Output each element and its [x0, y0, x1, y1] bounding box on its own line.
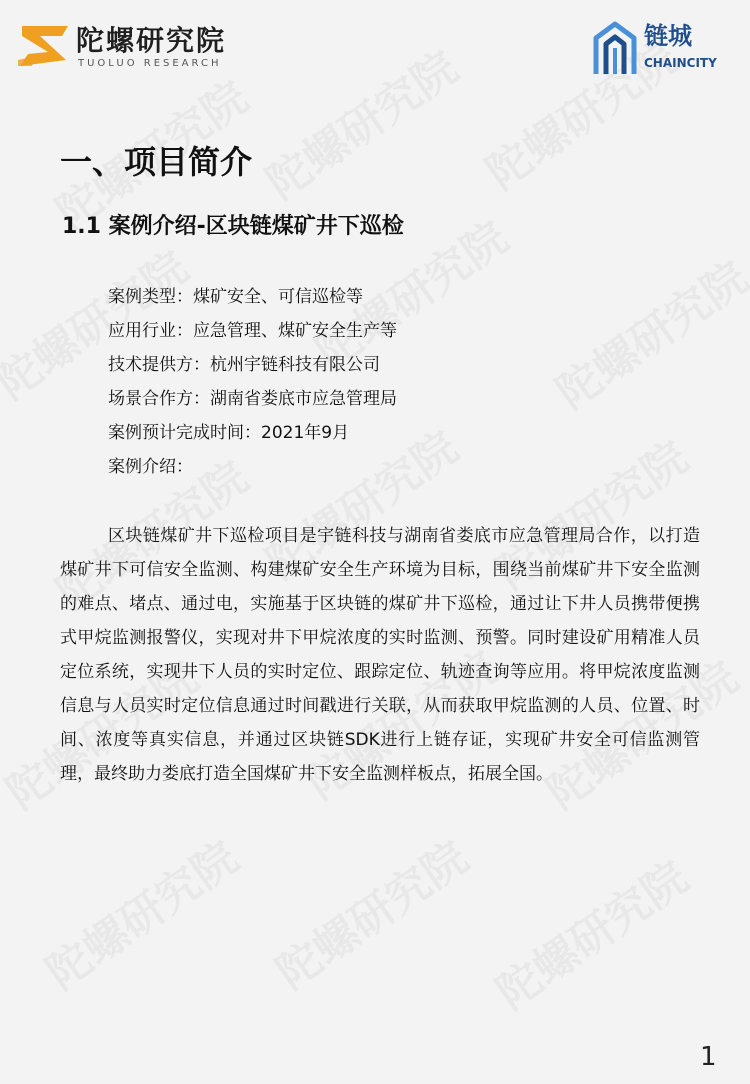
building-icon [592, 20, 638, 76]
meta-completion-time: 案例预计完成时间：2021年9月 [108, 423, 350, 443]
watermark [482, 843, 699, 1022]
chaincity-logo [592, 18, 732, 78]
watermark [262, 823, 479, 1002]
meta-case-type: 案例类型：煤矿安全、可信巡检等 [108, 287, 363, 307]
meta-industry: 应用行业：应急管理、煤矿安全生产等 [108, 321, 397, 341]
subsection-title: 1.1 案例介绍-区块链煤矿井下巡检 [62, 214, 404, 239]
page-number: 1 [700, 1042, 717, 1072]
meta-tech-provider: 技术提供方：杭州宇链科技有限公司 [108, 355, 380, 375]
partner-chinese-text: 链城 [644, 22, 692, 50]
meta-partner: 场景合作方：湖南省娄底市应急管理局 [108, 389, 397, 409]
logo-english-text: TUOLUO RESEARCH [78, 58, 222, 69]
partner-english-text: CHAINCITY [644, 56, 717, 70]
watermark [542, 243, 750, 422]
watermark [32, 823, 249, 1002]
section-title: 一、项目简介 [60, 143, 253, 181]
tuoluo-logo [18, 22, 248, 72]
case-meta-list [108, 280, 397, 484]
meta-intro-label: 案例介绍： [108, 457, 193, 477]
z-logo-icon [18, 22, 70, 66]
page-header [0, 0, 750, 90]
logo-chinese-text: 陀螺研究院 [76, 24, 227, 57]
case-description-paragraph: 区块链煤矿井下巡检项目是宇链科技与湖南省娄底市应急管理局合作，以打造煤矿井下可信安全监测、构建煤矿安全生产环境为目标，围绕当前煤矿井下安全监测的难点、堵点、通过电，实施基于区块链的煤矿井下巡检，通过让下井人员携带便携式甲烷监测报警仪，实现对井下甲烷浓度的实时监测、预警。同时建设矿用精准人员定位系统，实现井下人员的实时定位、跟踪定位、轨迹查询等应用。将甲烷浓度监测信息与人员实时定位信息通过时间戳进行关联，从而获取甲烷监测的人员、位置、时间、浓度等真实信息，并通过区块链SDK进行上链存证，实现矿井安全可信监测管理，最终助力娄底打造全国煤矿井下安全监测样板点，拓展全国。 [60, 526, 700, 784]
